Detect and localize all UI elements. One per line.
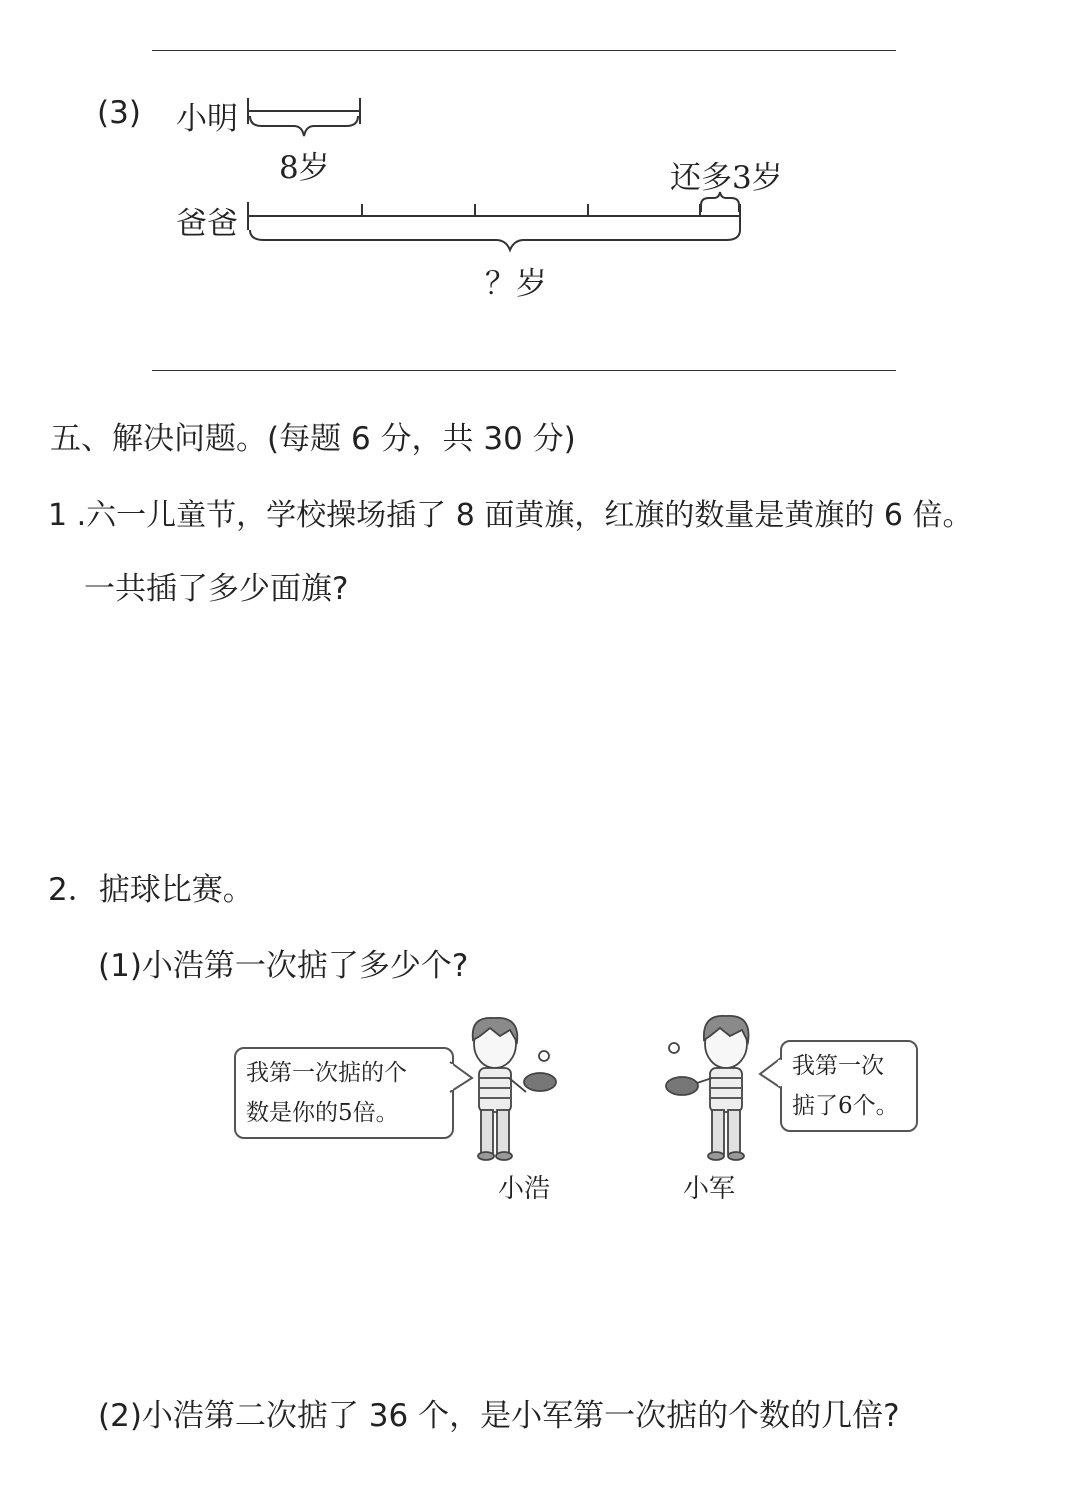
q2-title: 2．掂球比赛。 (48, 872, 254, 908)
q1-line1: 1 .六一儿童节，学校操场插了 8 面黄旗，红旗的数量是黄旗的 6 倍。 (48, 498, 973, 533)
name-xiaohao: 小浩 (498, 1174, 551, 1204)
bubble-right-line2: 掂了6个。 (792, 1093, 899, 1119)
xiaoming-age-label: 8岁 (279, 150, 330, 186)
xiaoming-label: 小明 (176, 101, 238, 137)
boy-xiaojun (666, 1016, 749, 1160)
section-heading: 五、解决问题。(每题 6 分，共 30 分) (50, 421, 576, 457)
bubble-left-line2: 数是你的5倍。 (246, 1100, 399, 1126)
name-xiaojun: 小军 (683, 1174, 736, 1204)
q2-sub2: (2)小浩第二次掂了 36 个，是小军第一次掂的个数的几倍? (98, 1398, 900, 1434)
bubble-left-line1: 我第一次掂的个 (246, 1060, 407, 1086)
diagram-label: (3) (97, 95, 141, 131)
boy-xiaohao (473, 1018, 556, 1160)
baba-label: 爸爸 (176, 206, 238, 242)
q2-sub1: (1)小浩第一次掂了多少个? (98, 948, 469, 984)
q1-line2: 一共插了多少面旗? (84, 571, 349, 607)
bubble-right-line1: 我第一次 (792, 1053, 884, 1079)
question-age-label: ？岁 (485, 266, 547, 302)
extra-label: 还多3岁 (670, 160, 783, 196)
